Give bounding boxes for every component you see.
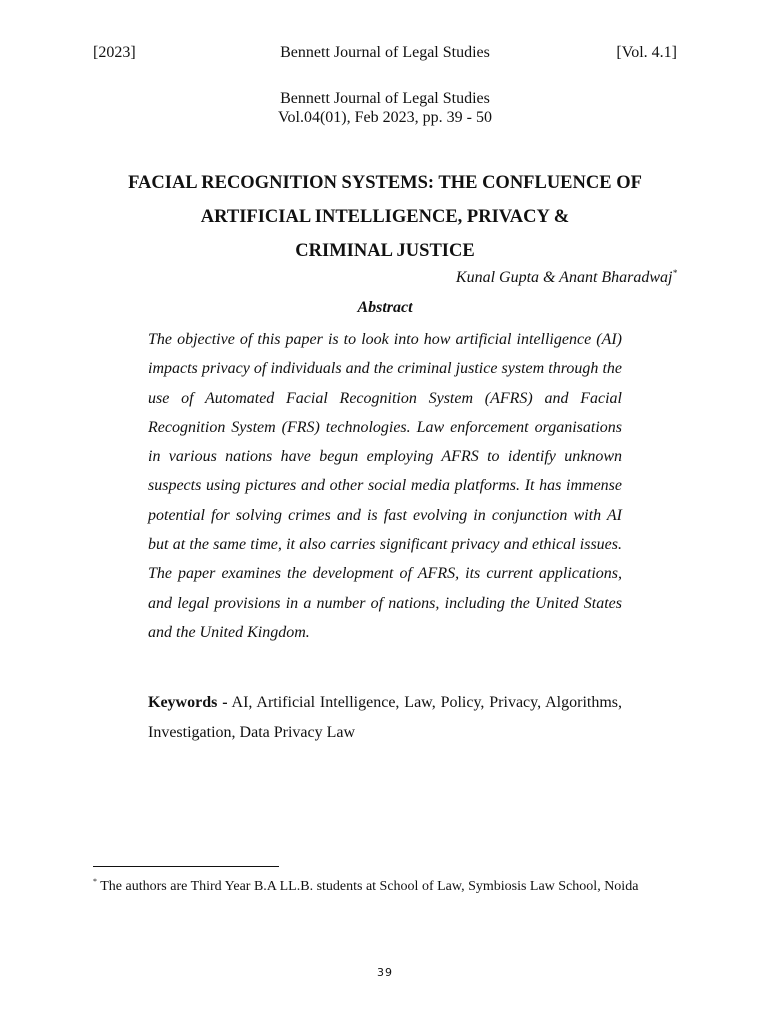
running-head-journal: Bennett Journal of Legal Studies [280,44,490,61]
journal-name: Bennett Journal of Legal Studies [280,90,490,107]
keywords-text: AI, Artificial Intelligence, Law, Policy, Privacy, Algorithms, Investigation, Data Privacy Law [148,694,622,741]
title-line-2: ARTIFICIAL INTELLIGENCE, PRIVACY & [200,207,570,227]
journal-info [93,89,677,127]
authors [456,268,677,287]
running-head-volume: [Vol. 4.1] [616,44,677,61]
footnote [93,873,677,896]
running-head [93,44,677,66]
journal-issue: Vol.04(01), Feb 2023, pp. 39 - 50 [278,109,492,126]
keywords [148,688,622,747]
article-title [80,166,690,268]
footnote-mark: * [93,877,97,886]
title-line-1: FACIAL RECOGNITION SYSTEMS: THE CONFLUENCE OF [128,173,642,193]
author-names: Kunal Gupta & Anant Bharadwaj [455,269,673,286]
keywords-label: Keywords - [148,694,228,711]
abstract-heading: Abstract [357,299,413,316]
footnote-divider [93,866,279,867]
footnote-text: The authors are Third Year B.A LL.B. students at School of Law, Symbiosis Law School, Noida [100,879,639,894]
page-number: 39 [377,966,393,979]
author-footnote-mark: * [672,268,677,278]
running-head-year: [2023] [93,44,136,61]
title-line-3: CRIMINAL JUSTICE [295,241,475,261]
abstract-text: The objective of this paper is to look into how artificial intelligence (AI) impacts privacy of individuals and the criminal justice system through the use of Automated Facial Recognition System (AFRS) and Facial Recognition System (FRS) technologies. Law enforcement organisations in various nations have begun employing AFRS to identify unknown suspects using pictures and other social media platforms. It has immense potential for solving crimes and is fast evolving in conjunction with AI but at the same time, it also carries significant privacy and ethical issues. The paper examines the development of AFRS, its current applications, and legal provisions in a number of nations, including the United States and the United Kingdom. [148,331,622,641]
